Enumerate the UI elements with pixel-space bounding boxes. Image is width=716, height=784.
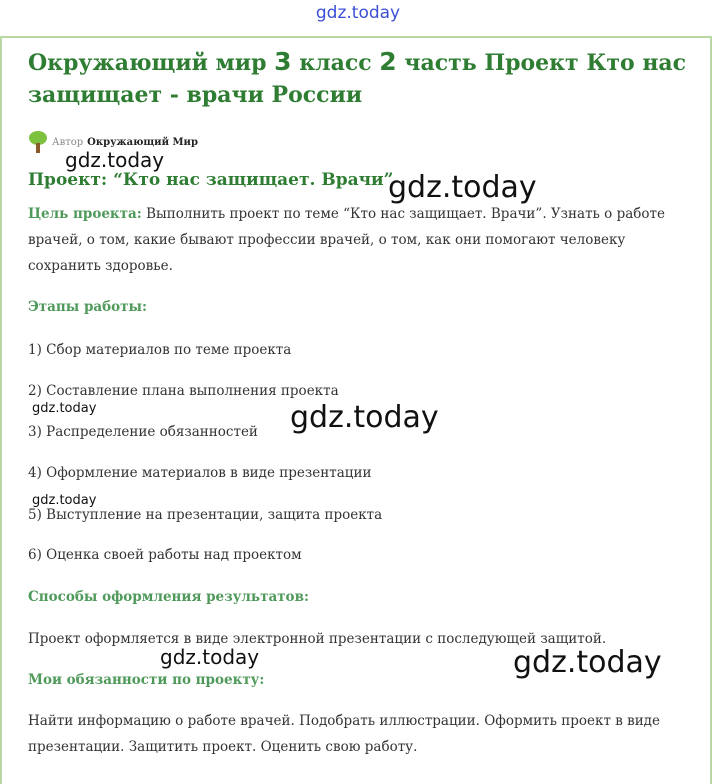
project-title: Проект: “Кто нас защищает. Врачи” [28, 170, 394, 190]
stage-item: 6) Оценка своей работы над проектом [28, 547, 302, 563]
watermark: gdz.today [32, 401, 97, 416]
author-label: Автор [52, 136, 84, 148]
goal-text: Выполнить проект по теме “Кто нас защищает. Врачи”. Узнать о работе врачей, о том, какие бывают профессии врачей, о том, как они помогают человеку сохранить здоровье. [28, 206, 666, 274]
heading-text-2: класс [291, 50, 380, 76]
goal-label: Цель проекта: [28, 206, 142, 222]
stage-item: 5) Выступление на презентации, защита проекта [28, 507, 383, 523]
stage-item: 1) Сбор материалов по теме проекта [28, 342, 292, 358]
author-name[interactable]: Окружающий Мир [87, 136, 198, 148]
stage-item: 4) Оформление материалов в виде презентации [28, 465, 372, 481]
heading-grade-number: 3 [274, 47, 292, 76]
article-heading [28, 46, 688, 111]
tree-icon [28, 131, 48, 153]
site-watermark-top: gdz.today [315, 3, 401, 23]
duties-text: Найти информацию о работе врачей. Подобрать иллюстрации. Оформить проект в виде презентации. Защитить проект. Оценить свою работу. [28, 713, 660, 755]
watermark: gdz.today [32, 493, 97, 508]
heading-part-number: 2 [379, 47, 397, 76]
duties-label: Мои обязанности по проекту: [28, 672, 265, 688]
project-goal [28, 201, 688, 279]
stage-item: 2) Составление плана выполнения проекта [28, 383, 339, 399]
heading-text-1: Окружающий мир [28, 50, 275, 76]
stage-item: 3) Распределение обязанностей [28, 424, 258, 440]
heading-text-3: часть Проект Кто нас защищает - врачи России [28, 50, 687, 108]
methods-text: Проект оформляется в виде электронной презентации с последующей защитой. [28, 631, 607, 647]
watermark: gdz.today [65, 148, 165, 172]
methods-label: Способы оформления результатов: [28, 589, 309, 605]
watermark: gdz.today [160, 645, 260, 669]
stages-label: Этапы работы: [28, 299, 148, 315]
watermark: gdz.today [513, 645, 662, 680]
watermark: gdz.today [290, 400, 439, 435]
watermark: gdz.today [388, 170, 537, 205]
